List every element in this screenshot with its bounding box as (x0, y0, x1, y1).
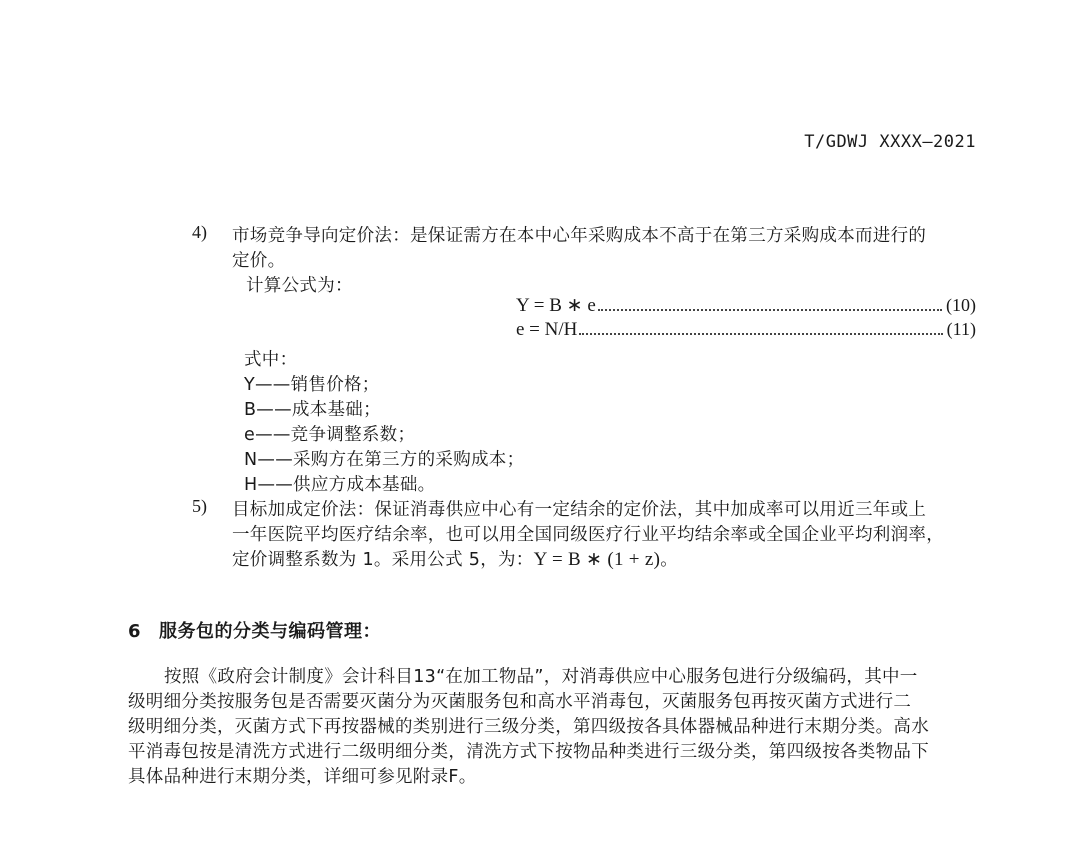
formula-10-number: (10) (946, 295, 976, 315)
definition-y: Y——销售价格； (244, 375, 380, 395)
formula-intro: 计算公式为： (246, 276, 353, 296)
formula-11-expression: e = N/H (516, 319, 578, 340)
item-5-number: 5) (192, 496, 207, 516)
item-5-line-2: 一年医院平均医疗结余率，也可以用全国同级医疗行业平均结余率或全国企业平均利润率， (232, 525, 944, 545)
formula-10-expression: Y = B ∗ e (516, 295, 596, 316)
item-5-line-3 (232, 546, 678, 571)
item-5-line-1: 目标加成定价法：保证消毒供应中心有一定结余的定价法，其中加成率可以用近三年或上 (232, 500, 927, 520)
where-label: 式中： (244, 350, 298, 370)
section-6-paragraph-line-1: 按照《政府会计制度》会计科目13“在加工物品”，对消毒供应中心服务包进行分级编码，其中一 (164, 667, 918, 687)
section-6-paragraph-line-3: 级明细分类，灭菌方式下再按器械的类别进行三级分类，第四级按各具体器械品种进行末期分类。高水 (128, 717, 929, 737)
section-6-paragraph-line-5: 具体品种进行末期分类，详细可参见附录F。 (128, 767, 477, 787)
item-4-line-2: 定价。 (232, 251, 286, 271)
section-6-heading (128, 617, 381, 643)
item-4-line-1: 市场竞争导向定价法：是保证需方在本中心年采购成本不高于在第三方采购成本而进行的 (232, 226, 927, 246)
section-6-title: 服务包的分类与编码管理： (159, 621, 382, 642)
section-6-paragraph-line-2: 级明细分类按服务包是否需要灭菌分为灭菌服务包和高水平消毒包，灭菌服务包再按灭菌方式进行二 (128, 692, 912, 712)
definition-b: B——成本基础； (244, 400, 381, 420)
definition-n: N——采购方在第三方的采购成本； (244, 450, 525, 470)
section-6-number: 6 (128, 621, 142, 642)
formula-11 (516, 319, 976, 343)
document-code: T/GDWJ XXXX—2021 (804, 132, 976, 152)
section-6-paragraph-line-4: 平消毒包按是清洗方式进行二级明细分类，清洗方式下按物品种类进行三级分类，第四级按各类物品下 (128, 742, 929, 762)
definition-e: e——竞争调整系数； (244, 425, 416, 445)
definition-h: H——供应方成本基础。 (244, 475, 436, 495)
item-5-formula: Y = B ∗ (1 + z) (533, 549, 661, 570)
item-5-line-3-prefix: 定价调整系数为 1。采用公式 5，为： (232, 550, 534, 570)
formula-11-number: (11) (946, 319, 976, 339)
formula-11-leader-dots (579, 333, 942, 335)
formula-10-leader-dots (598, 309, 942, 311)
item-5-line-3-suffix: 。 (660, 550, 679, 570)
item-4-number: 4) (192, 222, 207, 242)
formula-10 (516, 294, 976, 318)
